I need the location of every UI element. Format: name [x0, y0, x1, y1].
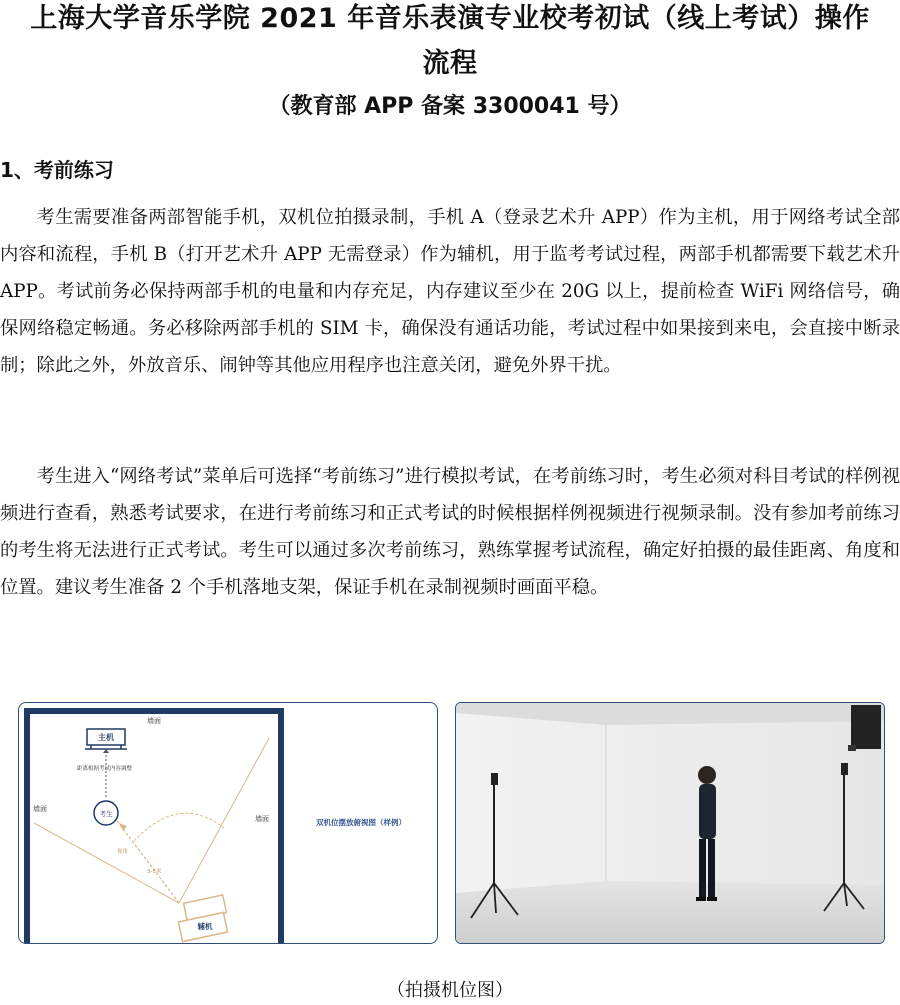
page-subtitle: （教育部 APP 备案 3300041 号） — [268, 94, 632, 119]
main-phone-icon — [85, 729, 127, 749]
camera-position-diagram — [18, 702, 438, 944]
figure-caption: （拍摄机位图） — [387, 980, 513, 1001]
studio-photo-svg — [456, 703, 884, 943]
page-title-line2: 流程 — [422, 48, 478, 79]
aux-to-student-line — [117, 821, 179, 903]
room-wall-outline — [27, 711, 281, 943]
paragraph-practice: 考生进入“网络考试”菜单后可选择“考前练习”进行模拟考试，在考前练习时，考生必须对科目考试的样例视频进行查看，熟悉考试要求，在进行考前练习和正式考试的时候根据样例视频进行视频录制。没有参加考前练习的考生将无法进行正式考试。考生可以通过多次考前练习，熟练掌握考试流程，确定好拍摄的最佳距离、角度和位置。建议考生准备 2 个手机落地支架，保证手机在录制视频时画面平稳。 — [0, 466, 900, 598]
wall-top-label: 墙面 — [147, 717, 161, 725]
main-phone-label: 主机 — [98, 733, 114, 742]
distance-note-label: 距离根据考试内容调整 — [77, 766, 133, 772]
wall-left-label: 墙面 — [33, 805, 47, 813]
student-label: 考生 — [99, 810, 113, 818]
aux-phone-label: 辅机 — [197, 922, 213, 931]
studio-light-icon — [851, 705, 881, 749]
distance-label: 3-5米 — [147, 869, 162, 875]
diagram-title: 双机位摆放俯视图（样例） — [316, 818, 406, 827]
angle-label: 视角 — [117, 849, 129, 855]
diagram-svg — [19, 703, 437, 943]
section-heading: 1、考前练习 — [0, 158, 114, 182]
wall-right-label: 墙面 — [255, 815, 269, 823]
arrow-student-icon — [119, 823, 127, 831]
studio-photo — [455, 702, 885, 944]
paragraph-preparation: 考生需要准备两部智能手机，双机位拍摄录制，手机 A（登录艺术升 APP）作为主机，用于网络考试全部内容和流程，手机 B（打开艺术升 APP 无需登录）作为辅机，用于监考考试过程，两部手机都需要下载艺术升 APP。考试前务必保持两部手机的电量和内存充足，内存建议至少在 20G 以上，提前检查 WiFi 网络信号，确保网络稳定畅通。务必移除两部手机的 SIM 卡，确保没有通话功能，考试过程中如果接到来电，会直接中断录制；除此之外，外放音乐、闹钟等其他应用程序也注意关闭，避免外界干扰。 — [0, 207, 900, 376]
page-title-line1: 上海大学音乐学院 2021 年音乐表演专业校考初试（线上考试）操作 — [30, 3, 870, 34]
aux-phone-icon — [178, 895, 227, 942]
view-line-left — [34, 823, 179, 903]
angle-arc — [134, 813, 224, 841]
